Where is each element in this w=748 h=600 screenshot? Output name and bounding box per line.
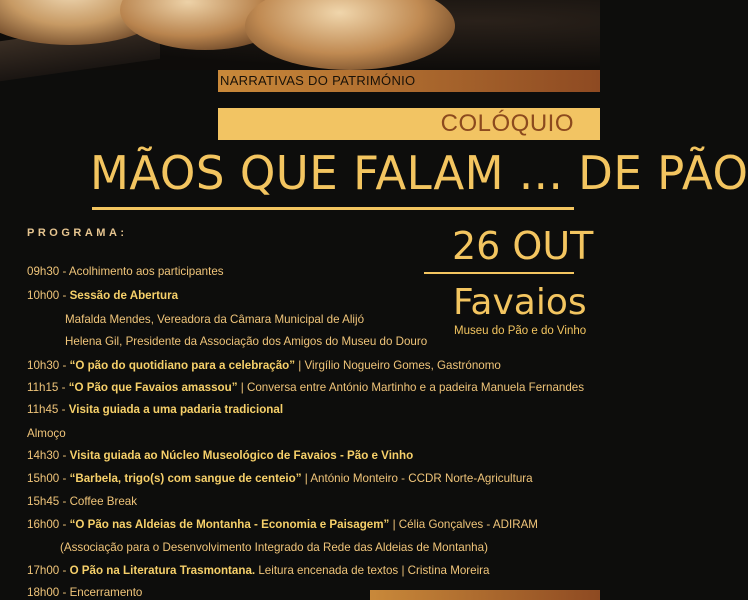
category-label: NARRATIVAS DO PATRIMÓNIO xyxy=(220,73,416,88)
program-item: 15h00 - “Barbela, trigo(s) com sangue de centeio” | António Monteiro - CCDR Norte-Agricultura xyxy=(27,472,533,485)
event-venue: Museu do Pão e do Vinho xyxy=(454,325,587,337)
bread-photo xyxy=(0,0,600,70)
program-item: 16h00 - “O Pão nas Aldeias de Montanha - Economia e Paisagem” | Célia Gonçalves - ADIRAM xyxy=(27,518,538,531)
program-item: 10h30 - “O pão do quotidiano para a celebração” | Virgílio Nogueiro Gomes, Gastrónomo xyxy=(27,359,501,372)
footer-band xyxy=(370,590,600,600)
program-item: (Associação para o Desenvolvimento Integrado da Rede das Aldeias de Montanha) xyxy=(60,541,488,554)
bread-loaf xyxy=(245,0,455,70)
event-type-label: COLÓQUIO xyxy=(440,110,574,137)
event-date: 26 OUT xyxy=(452,224,594,268)
date-underline xyxy=(424,272,574,274)
program-item: Almoço xyxy=(27,427,66,440)
program-heading: PROGRAMA: xyxy=(27,227,128,239)
program-item: 11h45 - Visita guiada a uma padaria tradicional xyxy=(27,403,284,416)
program-item: 11h15 - “O Pão que Favaios amassou” | Conversa entre António Martinho e a padeira Manuela Fernandes xyxy=(27,381,585,394)
title-underline xyxy=(92,207,574,210)
program-item: 14h30 - Visita guiada ao Núcleo Museológico de Favaios - Pão e Vinho xyxy=(27,449,414,462)
program-item: Helena Gil, Presidente da Associação dos Amigos do Museu do Douro xyxy=(65,335,428,348)
poster-title: MÃOS QUE FALAM ... DE PÃO xyxy=(90,146,748,200)
program-item: 17h00 - O Pão na Literatura Trasmontana. Leitura encenada de textos | Cristina Moreira xyxy=(27,564,490,577)
program-item: 18h00 - Encerramento xyxy=(27,586,143,599)
program-item: 09h30 - Acolhimento aos participantes xyxy=(27,265,224,278)
program-item: Mafalda Mendes, Vereadora da Câmara Municipal de Alijó xyxy=(65,313,365,326)
event-place: Favaios xyxy=(453,282,587,323)
program-item: 15h45 - Coffee Break xyxy=(27,495,138,508)
program-item: 10h00 - Sessão de Abertura xyxy=(27,289,179,302)
